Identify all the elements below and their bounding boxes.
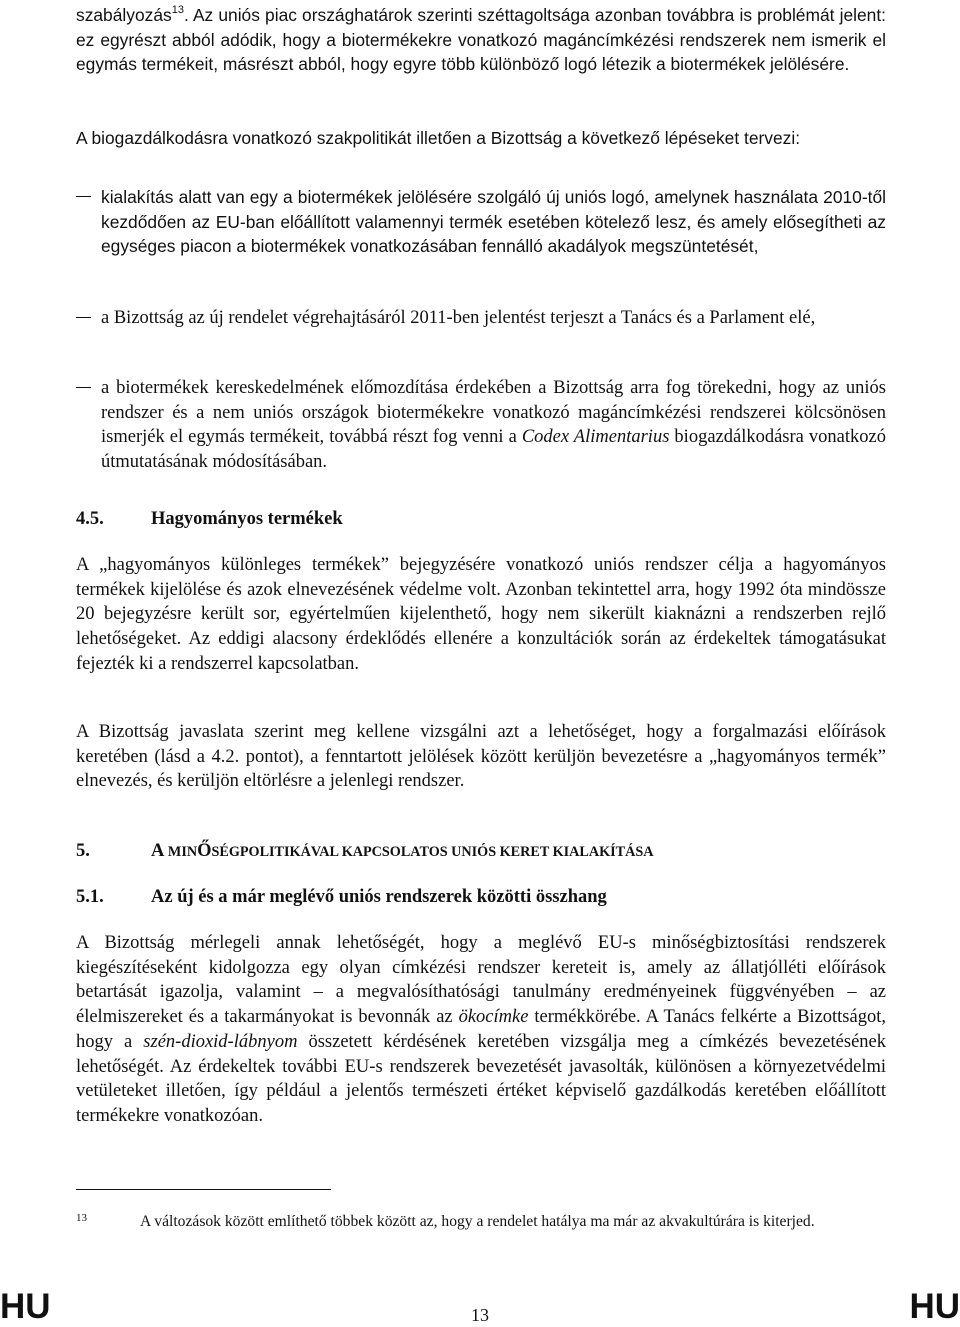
section-number: 5.1. bbox=[76, 887, 104, 907]
section-heading-5 bbox=[76, 839, 654, 864]
footnote-ref[interactable]: 13 bbox=[171, 4, 184, 17]
codex-alimentarius-italic: Codex Alimentarius bbox=[521, 427, 670, 448]
section-title-part: MIN bbox=[164, 844, 198, 860]
intro-text-rest: . Az uniós piac országhatárok szerinti széttagoltsága azonban továbbra is problémát jelent: ez egyrészt abból adódik, hogy a biotermékekre vonatkozó magáncímkézési rendszerek nem ismerik el egymás termékeit, másrészt abból, hogy egyre több különböző logó létezik a biotermékek jelölésére. bbox=[76, 5, 886, 75]
bullet-text: kialakítás alatt van egy a biotermékek jelölésére szolgáló új uniós logó, amelynek használata 2010-től kezdődően az EU-ban előállított valamennyi termék esetében kötelező lesz, és amely elősegítheti az egységes piacon a biotermékek vonatkozásában fennálló akadályok megszüntetését, bbox=[101, 187, 886, 257]
footnote-separator bbox=[76, 1189, 331, 1190]
dash-marker bbox=[76, 317, 91, 318]
section-title-part: A bbox=[151, 841, 165, 861]
section-number: 5. bbox=[76, 841, 90, 861]
language-code-left: HU bbox=[0, 1287, 51, 1326]
dash-marker bbox=[76, 196, 91, 197]
section-title: Hagyományos termékek bbox=[151, 509, 343, 529]
language-code-right: HU bbox=[909, 1287, 960, 1326]
dash-marker bbox=[76, 387, 91, 388]
bullet-item bbox=[76, 376, 886, 475]
section-title-part: SÉGPOLITIKÁVAL KAPCSOLATOS UNIÓS KERET KIALAKÍTÁSA bbox=[211, 844, 654, 860]
section-title-part: Ő bbox=[197, 841, 212, 861]
section-heading-5-1 bbox=[76, 885, 607, 909]
intro-paragraph bbox=[76, 3, 886, 77]
bullet-item bbox=[76, 306, 886, 331]
bullet-text: a Bizottság az új rendelet végrehajtásáról 2011-ben jelentést terjeszt a Tanács és a Parlament elé, bbox=[101, 308, 816, 328]
footnote-text: A változások között említhető többek között az, hogy a rendelet hatálya ma már az akvakultúrára is kiterjed. bbox=[140, 1213, 815, 1230]
intro-text-start: szabályozás bbox=[76, 5, 172, 25]
section-number: 4.5. bbox=[76, 509, 104, 529]
footnote-number: 13 bbox=[76, 1212, 87, 1224]
carbon-footprint-italic: szén-dioxid-lábnyom bbox=[143, 1031, 298, 1052]
section-title: Az új és a már meglévő uniós rendszerek közötti összhang bbox=[151, 887, 607, 907]
page-number: 13 bbox=[471, 1305, 489, 1325]
ecolabel-italic: ökocímke bbox=[458, 1007, 529, 1028]
section-heading-4-5 bbox=[76, 507, 343, 531]
bullet-text: a biotermékek kereskedelmének előmozdítása érdekében a Bizottság arra fog törekedni, hogy az uniós rendszer és a nem uniós országok biotermékekre vonatkozó magáncímkézési rendszerei kölcsönösen ismerjék el egymás termékeit, továbbá részt fog venni a Codex Alimentarius biogazdálkodásra vonatkozó útmutatásának módosításában. bbox=[101, 378, 886, 473]
traditional-products-paragraph-2: A Bizottság javaslata szerint meg kellene vizsgálni azt a lehetőséget, hogy a forgalmazási előírások keretében (lásd a 4.2. pontot), a fenntartott jelölések között kerüljön bevezetésre a „hagyományos termék” elnevezés, és kerüljön eltörlésre a jelenlegi rendszer. bbox=[76, 722, 886, 792]
coherence-paragraph: A Bizottság mérlegeli annak lehetőségét, hogy a meglévő EU-s minőségbiztosítási rendszerek kiegészítéseként kidolgozza egy olyan címkézési rendszer kereteit is, amely az állatjólléti előírások betartását igazolja, valamint – a megvalósíthatósági tanulmány eredményeinek függvényében – az élelmiszereket és a takarmányokat is bevonnák az ökocímke termékkörébe. A Tanács felkérte a Bizottságot, hogy a szén-dioxid-lábnyom összetett kérdésének keretében vizsgálja meg a címkézés bevezetésének lehetőségét. Az érdekeltek további EU-s rendszerek bevezetését javasolták, különösen a környezetvédelmi vetületeket illetően, így például a jelentős természeti értéket képviselő gazdálkodás keretében előállított termékekre vonatkozóan. bbox=[76, 933, 886, 1126]
bullet-item bbox=[76, 185, 886, 259]
organic-policy-paragraph: A biogazdálkodásra vonatkozó szakpolitikát illetően a Bizottság a következő lépéseket tervezi: bbox=[76, 128, 801, 148]
traditional-products-paragraph-1: A „hagyományos különleges termékek” bejegyzésére vonatkozó uniós rendszer célja a hagyományos termékek kijelölése és azok elnevezésének védelme volt. Azonban tekintettel arra, hogy 1992 óta mindössze 20 bejegyzésre került sor, egyértelműen kijelenthető, hogy nem sikerült kiaknázni a rendszerben rejlő lehetőségeket. Az eddigi alacsony érdeklődés ellenére a konzultációk során az érdekeltek támogatásukat fejezték ki a rendszerrel kapcsolatban. bbox=[76, 555, 886, 674]
